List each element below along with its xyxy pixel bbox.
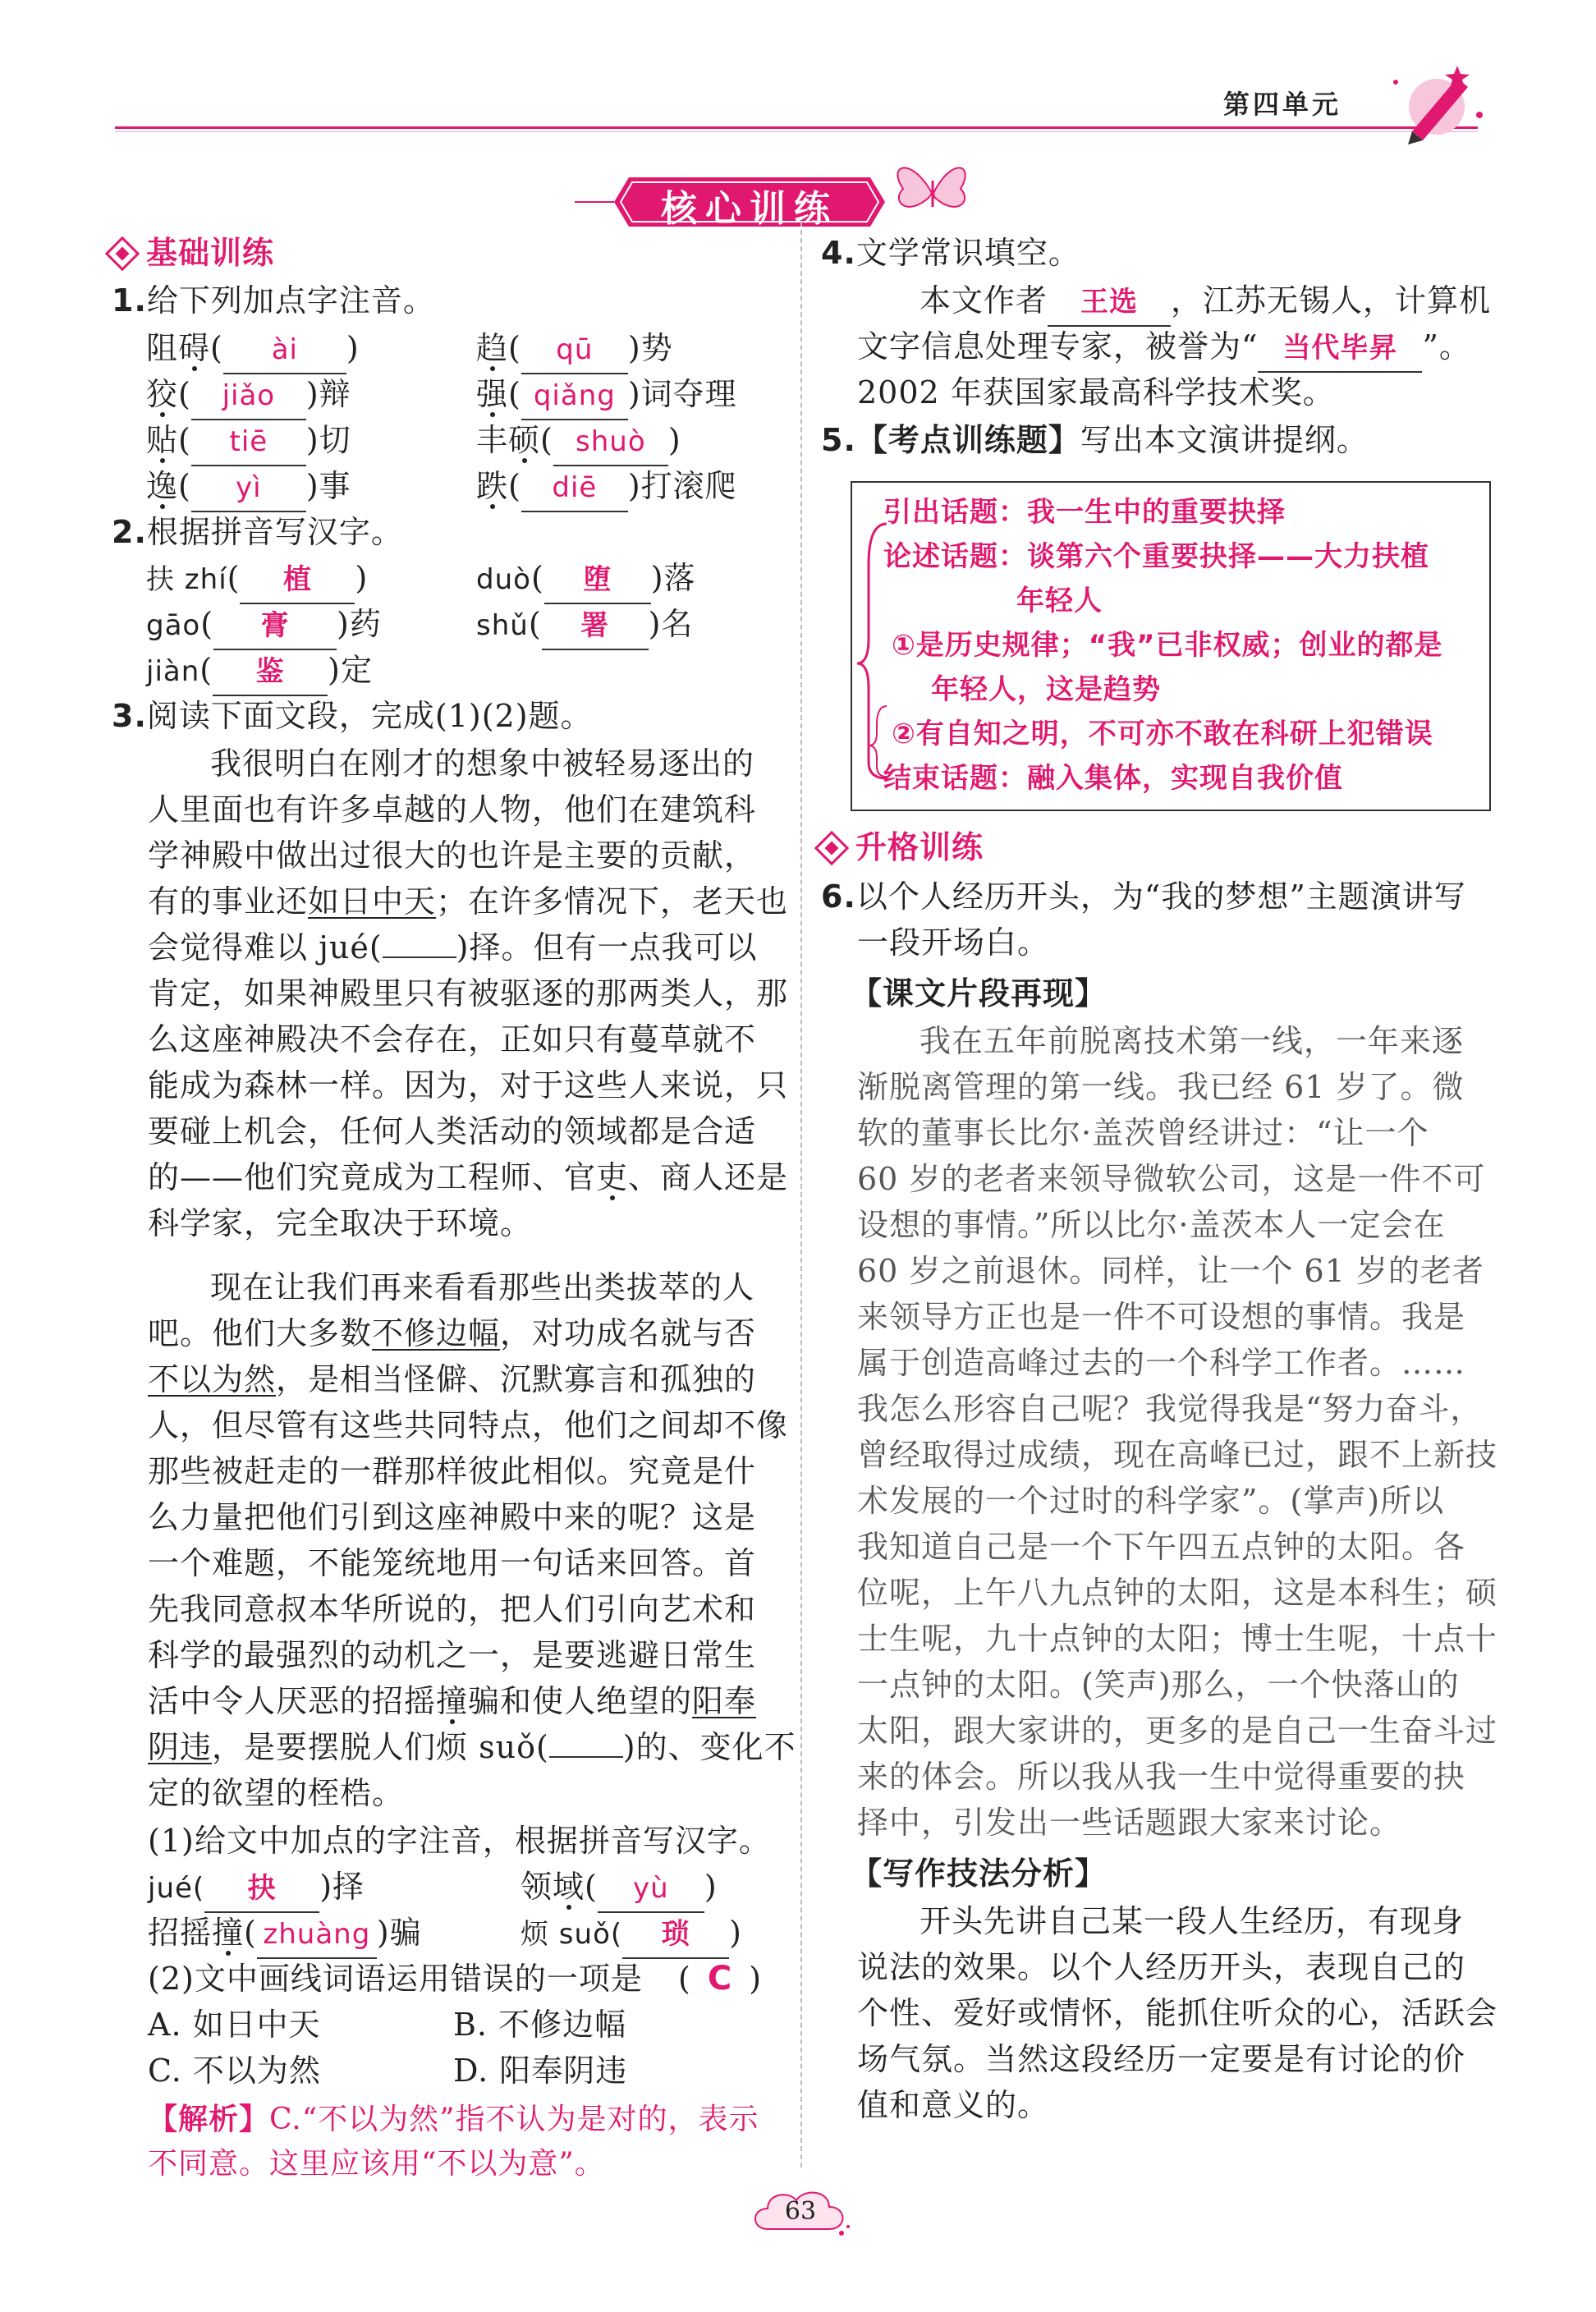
q3-sub1-item-4 bbox=[521, 1910, 742, 1959]
q3-sub2-text: (2)文中画线词语运用错误的一项是 bbox=[148, 1961, 643, 1997]
q3-text-span: )择。但有一点我可以 bbox=[456, 929, 758, 966]
q1-item-post: 切 bbox=[319, 422, 351, 458]
q1-answer: tiē bbox=[191, 419, 306, 466]
q3-passage-line: 么这座神殿决不会存在，正如只有蔓草就不 bbox=[148, 1021, 757, 1057]
q3-text-span: )的、变化不 bbox=[622, 1729, 796, 1765]
q4-text-span: 文字信息处理专家，被誉为“ bbox=[857, 328, 1259, 365]
q6-analysis-line: 值和意义的。 bbox=[857, 2087, 1050, 2123]
q6-title-line-2: 一段开场白。 bbox=[857, 924, 1050, 961]
q2-item-2: duò( 堕 )落 bbox=[476, 555, 696, 604]
q2-item-1: 扶 zhí( 植 ) bbox=[146, 555, 368, 604]
q6-reappear-line: 择中，引发出一些话题跟大家来讨论。 bbox=[857, 1805, 1402, 1841]
q3-sub1-pre: 烦 suǒ( bbox=[521, 1918, 623, 1951]
q3-analysis-line-1 bbox=[148, 2095, 759, 2143]
q6-reappear-line: 60 岁的老者来领导微软公司，这是一件不可 bbox=[857, 1161, 1486, 1197]
q3-underlined-phrase: 不以为然 bbox=[148, 1361, 277, 1397]
q2-post: 药 bbox=[349, 606, 382, 642]
q6-reappear-line: 来领导方正也是一件不可设想的事情。我是 bbox=[857, 1299, 1466, 1335]
q3-sub1-post: )骗 bbox=[376, 1915, 422, 1951]
q1-item-pre: 丰 bbox=[476, 422, 509, 458]
q1-item-1: 阻碍( ài ) bbox=[146, 325, 360, 374]
q2-text: 根据拼音写汉字。 bbox=[146, 514, 403, 550]
column-divider bbox=[800, 222, 802, 2168]
q3-sub1-post: )择 bbox=[319, 1869, 365, 1905]
q6-reappear-line: 我在五年前脱离技术第一线，一年来逐 bbox=[920, 1023, 1465, 1059]
q6-reappear-line: 术发展的一个过时的科学家”。(掌声)所以 bbox=[857, 1483, 1445, 1519]
q3-underlined-phrase: 阴违 bbox=[148, 1729, 213, 1765]
q2-num: 2. bbox=[112, 514, 147, 550]
q3-passage-line: 那些被赶走的一群那样彼此相似。究竟是什 bbox=[148, 1453, 757, 1489]
q2-pinyin: 扶 zhí bbox=[146, 563, 227, 596]
q3-passage-line: 定的欲望的桎梏。 bbox=[148, 1775, 405, 1811]
q2-pinyin: shǔ bbox=[476, 609, 529, 642]
q2-pinyin: jiàn bbox=[146, 655, 200, 688]
q3-passage-line: 一个难题，不能笼统地用一句话来回答。首 bbox=[148, 1545, 757, 1581]
q6-reappear-line: 来的体会。所以我从我一生中觉得重要的抉 bbox=[857, 1759, 1466, 1795]
header-rule-thin bbox=[115, 131, 1478, 132]
q1-item-post: 事 bbox=[319, 468, 351, 504]
q6-reappear-label: 【课文片段再现】 bbox=[851, 975, 1108, 1012]
section-basic-training bbox=[103, 230, 274, 276]
q2-post: 名 bbox=[661, 606, 694, 642]
outline-line: 年轻人 bbox=[1016, 585, 1103, 617]
q3-passage-line: 先我同意叔本华所说的，把人们引向艺术和 bbox=[148, 1591, 757, 1627]
q6-reappear-line: 渐脱离管理的第一线。我已经 61 岁了。微 bbox=[857, 1069, 1465, 1105]
q3-text-span: ，对功成名就与否 bbox=[500, 1315, 757, 1351]
q3-sub1-answer: yù bbox=[598, 1865, 704, 1913]
q3-passage-line: 能成为森林一样。因为，对于这些人来说，只 bbox=[148, 1067, 789, 1103]
outline-line: 引出话题：我一生中的重要抉择 bbox=[883, 496, 1286, 529]
q6-analysis-line: 开头先讲自己某一段人生经历，有现身 bbox=[920, 1903, 1465, 1939]
diamond-icon bbox=[105, 236, 140, 270]
banner-line-left bbox=[575, 201, 614, 203]
q2-pinyin: gāo bbox=[146, 609, 201, 642]
q3-dotted-char: 吏 bbox=[596, 1159, 629, 1195]
outline-line: 结束话题：融入集体，实现自我价值 bbox=[883, 762, 1343, 795]
q6-analysis-label: 【写作技法分析】 bbox=[851, 1856, 1108, 1892]
section-advanced-label: 升格训练 bbox=[855, 829, 984, 865]
q3-sub1-post: ) bbox=[729, 1915, 742, 1951]
section-basic-label: 基础训练 bbox=[146, 235, 275, 271]
q3-sub1-mid: ( bbox=[585, 1869, 598, 1905]
q1-item-pre: 阻 bbox=[146, 330, 179, 366]
q4-title-answer: 当代毕昇 bbox=[1258, 325, 1422, 373]
q3-text-span: 会觉得难以 jué( bbox=[148, 929, 383, 966]
banner-title: 核心训练 bbox=[661, 188, 838, 230]
q3-passage-line bbox=[148, 924, 757, 970]
q2-item-3: gāo( 膏 )药 bbox=[146, 601, 382, 650]
q3-dotted-char: 撞 bbox=[436, 1683, 469, 1719]
q3-passage-line bbox=[148, 1154, 788, 1200]
q4-line-3: 2002 年获国家最高科学技术奖。 bbox=[857, 374, 1335, 411]
q6-analysis-line: 场气氛。当然这段经历一定要是有讨论的价 bbox=[857, 2041, 1466, 2077]
q3-sub1-answer: zhuàng bbox=[257, 1911, 377, 1959]
page-number: 63 bbox=[784, 2197, 817, 2226]
q3-passage-line: 肯定，如果神殿里只有被驱逐的那两类人，那 bbox=[148, 975, 789, 1012]
q3-sub1-pre: 领 bbox=[521, 1869, 553, 1905]
q1-item-7: 逸( yì )事 bbox=[146, 463, 351, 512]
q3-text-span: 的——他们究竟成为工程师、官 bbox=[148, 1159, 597, 1195]
q3-passage-line: 要碰上机会，任何人类活动的领域都是合适 bbox=[148, 1113, 757, 1149]
q3-sub1-item-1 bbox=[148, 1864, 365, 1913]
q3-text-span: ，是要摆脱人们烦 suǒ( bbox=[212, 1729, 549, 1765]
q1-dotted-char: 硕 bbox=[508, 422, 541, 458]
q3-sub1-mid: ( bbox=[244, 1915, 257, 1951]
q5-num: 5. bbox=[821, 422, 856, 458]
q3-text-span: 、商人还是 bbox=[628, 1159, 789, 1195]
q3-sub1-dotted: 撞 bbox=[212, 1915, 245, 1951]
q6-reappear-line: 设想的事情。”所以比尔·盖茨本人一定会在 bbox=[857, 1207, 1446, 1243]
q3-passage-line bbox=[148, 1678, 756, 1724]
q4-text: 文学常识填空。 bbox=[855, 235, 1080, 271]
q6-reappear-line: 士生呢，九十点钟的太阳；博士生呢，十点十 bbox=[857, 1621, 1498, 1657]
q6-reappear-line: 一点钟的太阳。(笑声)那么，一个快落山的 bbox=[857, 1667, 1460, 1703]
q6-text: 以个人经历开头，为“我的梦想”主题演讲写 bbox=[855, 878, 1466, 915]
analysis-text: C.“不以为然”指不认为是对的，表示 bbox=[269, 2103, 759, 2136]
q1-item-6: 丰硕( shuò ) bbox=[476, 417, 681, 466]
q3-sub1-answer: 琐 bbox=[622, 1911, 729, 1959]
q3-sub1-text: (1)给文中加点的字注音，根据拼音写汉字。 bbox=[148, 1823, 771, 1859]
q1-dotted-char: 强 bbox=[476, 376, 509, 412]
q2-answer: 鉴 bbox=[213, 649, 328, 696]
q4-author-answer: 王选 bbox=[1048, 279, 1171, 327]
pencil-star-icon bbox=[1379, 49, 1494, 148]
q3-sub1-pre: 招摇 bbox=[148, 1915, 213, 1951]
q3-text: 阅读下面文段，完成(1)(2)题。 bbox=[146, 698, 593, 734]
q6-analysis-line: 说法的效果。以个人经历开头，表现自己的 bbox=[857, 1949, 1466, 1985]
q3-num: 3. bbox=[112, 698, 147, 734]
q3-passage-line bbox=[148, 1310, 756, 1356]
q6-reappear-line: 太阳，跟大家讲的，更多的是自己一生奋斗过 bbox=[857, 1713, 1498, 1749]
q2-answer: 堕 bbox=[544, 557, 651, 604]
q1-num: 1. bbox=[112, 282, 147, 319]
q3-sub2-answer: C bbox=[707, 1960, 733, 1998]
q3-title bbox=[112, 693, 593, 739]
q2-item-5: jiàn( 鉴 )定 bbox=[146, 647, 373, 696]
q3-sub1-dotted: 域 bbox=[553, 1869, 585, 1905]
q1-answer: ài bbox=[223, 327, 346, 374]
q6-reappear-line: 我知道自己是一个下午四五点钟的太阳。各 bbox=[857, 1529, 1466, 1565]
q5-label: 【考点训练题】 bbox=[855, 421, 1080, 458]
q3-sub1-pre: jué( bbox=[148, 1872, 205, 1905]
q4-line-1 bbox=[920, 278, 1491, 327]
unit-label: 第四单元 bbox=[1223, 89, 1342, 120]
q1-item-2: 趋( qū )势 bbox=[476, 325, 673, 374]
q3-underlined-phrase: 阳奉 bbox=[692, 1683, 757, 1719]
q4-line-2 bbox=[857, 323, 1471, 373]
q6-title-line-1 bbox=[821, 874, 1466, 920]
q3-text-span: 骗和使人绝望的 bbox=[468, 1683, 693, 1719]
q6-analysis-line: 个性、爱好或情怀，能抓住听众的心，活跃会 bbox=[857, 1995, 1498, 2031]
q6-reappear-line: 软的董事长比尔·盖茨曾经讲过：“让一个 bbox=[857, 1115, 1429, 1151]
q1-item-4: 强( qiǎng )词夺理 bbox=[476, 371, 737, 420]
q3-blank-jue bbox=[383, 956, 456, 958]
q1-item-post: 词夺理 bbox=[640, 376, 737, 412]
q3-blank-suo bbox=[549, 1756, 623, 1758]
q1-answer: qū bbox=[521, 327, 628, 374]
q6-reappear-line: 位呢，上午八九点钟的太阳，这是本科生；硕 bbox=[857, 1575, 1498, 1611]
q3-passage-line: 人里面也有许多卓越的人物，他们在建筑科 bbox=[148, 791, 757, 828]
q3-option-b: B. 不修边幅 bbox=[453, 2007, 627, 2043]
section-advanced-training bbox=[813, 824, 984, 870]
diamond-icon bbox=[814, 830, 849, 865]
q4-text-span: ，江苏无锡人，计算机 bbox=[1171, 282, 1492, 319]
q6-reappear-line: 我怎么形容自己呢？我觉得我是“努力奋斗， bbox=[857, 1391, 1483, 1427]
q4-title bbox=[821, 230, 1080, 276]
q3-text-span: ，是相当怪僻、沉默寡言和孤独的 bbox=[276, 1361, 757, 1397]
outline-line: ②有自知之明，不可亦不敢在科研上犯错误 bbox=[892, 718, 1433, 750]
q3-passage-line: 现在让我们再来看看那些出类拔萃的人 bbox=[210, 1269, 755, 1305]
q1-item-post: 打滚爬 bbox=[640, 468, 737, 504]
q1-dotted-char: 贴 bbox=[146, 422, 179, 458]
outline-line: ①是历史规律；“我”已非权威；创业的都是 bbox=[892, 629, 1443, 662]
q3-text-span: ；在许多情况下，老天也 bbox=[436, 883, 789, 920]
q4-text-span: ”。 bbox=[1422, 328, 1471, 365]
q3-passage-line: 我很明白在刚才的想象中被轻易逐出的 bbox=[210, 745, 755, 782]
q3-passage-line: 人，但尽管有这些共同特点，他们之间却不像 bbox=[148, 1407, 789, 1443]
q4-num: 4. bbox=[821, 235, 856, 271]
outline-line: 论述话题：谈第六个重要抉择——大力扶植 bbox=[883, 540, 1429, 573]
q2-title bbox=[112, 509, 403, 555]
q1-dotted-char: 逸 bbox=[146, 468, 179, 504]
q1-answer: jiǎo bbox=[191, 373, 306, 420]
q6-reappear-line: 曾经取得过成绩，现在高峰已过，跟不上新技 bbox=[857, 1437, 1498, 1473]
q1-item-post: 辩 bbox=[319, 376, 351, 412]
q1-title bbox=[112, 278, 435, 323]
q3-passage-line: 么力量把他们引到这座神殿中来的呢？这是 bbox=[148, 1499, 757, 1535]
q3-passage-line bbox=[148, 878, 788, 924]
q3-sub2-answer-box: ( C ) bbox=[678, 1960, 763, 1998]
q2-answer: 植 bbox=[240, 557, 355, 604]
q1-dotted-char: 狡 bbox=[146, 376, 179, 412]
q6-reappear-line: 60 岁之前退休。同样，让一个 61 岁的老者 bbox=[857, 1253, 1484, 1289]
q1-answer: yì bbox=[191, 465, 306, 512]
q3-passage-line bbox=[148, 1356, 756, 1402]
q3-passage-line bbox=[148, 1724, 796, 1770]
q3-sub1-answer: 抉 bbox=[204, 1865, 319, 1913]
q3-sub1-post: ) bbox=[704, 1869, 718, 1905]
q1-item-post: 势 bbox=[640, 330, 673, 366]
q3-passage-line: 科学的最强烈的动机之一，是要逃避日常生 bbox=[148, 1637, 757, 1673]
q2-post: 落 bbox=[663, 560, 696, 596]
q3-text-span: 有的事业还 bbox=[148, 883, 309, 920]
q3-underlined-phrase: 如日中天 bbox=[308, 883, 437, 920]
q5-outline-box bbox=[851, 481, 1491, 811]
q3-sub1-item-2 bbox=[521, 1864, 718, 1913]
q1-text: 给下列加点字注音。 bbox=[146, 282, 435, 319]
q1-answer: qiǎng bbox=[521, 373, 628, 420]
q3-passage-line: 科学家，完全取决于环境。 bbox=[148, 1205, 533, 1241]
q2-post: 定 bbox=[340, 652, 373, 688]
q1-answer: shuò bbox=[553, 419, 668, 466]
q3-analysis-line-2: 不同意。这里应该用“不以为意”。 bbox=[148, 2147, 605, 2181]
butterfly-icon bbox=[887, 156, 977, 222]
q2-answer: 膏 bbox=[213, 603, 337, 650]
q3-text-span: 吧。他们大多数 bbox=[148, 1315, 373, 1351]
q1-item-5: 贴( tiē )切 bbox=[146, 417, 351, 466]
q1-answer: diē bbox=[521, 465, 628, 512]
q3-text-span: 活中令人厌恶的招摇 bbox=[148, 1683, 437, 1719]
q3-sub1-item-3 bbox=[148, 1910, 422, 1959]
q2-pinyin: duò bbox=[476, 563, 531, 596]
banner bbox=[614, 172, 885, 232]
q3-option-a: A. 如日中天 bbox=[148, 2007, 321, 2043]
q4-text-span: 本文作者 bbox=[920, 282, 1048, 319]
q1-dotted-char: 碍 bbox=[178, 330, 211, 366]
q5-text: 写出本文演讲提纲。 bbox=[1080, 422, 1369, 458]
header-rule bbox=[115, 126, 1478, 129]
analysis-label: 【解析】 bbox=[148, 2103, 270, 2136]
q6-num: 6. bbox=[821, 878, 856, 915]
q3-option-d: D. 阳奉阴违 bbox=[453, 2053, 628, 2089]
q1-item-3: 狡( jiǎo )辩 bbox=[146, 371, 351, 420]
q1-dotted-char: 趋 bbox=[476, 330, 509, 366]
q2-answer: 署 bbox=[542, 603, 649, 650]
q1-dotted-char: 跌 bbox=[476, 468, 509, 504]
q5-title bbox=[821, 417, 1369, 463]
outline-line: 年轻人，这是趋势 bbox=[931, 673, 1161, 706]
q3-option-c: C. 不以为然 bbox=[148, 2053, 321, 2089]
q2-item-4: shǔ( 署 )名 bbox=[476, 601, 693, 650]
q6-reappear-line: 属于创造高峰过去的一个科学工作者。…… bbox=[857, 1345, 1466, 1381]
q3-passage-line: 学神殿中做出过很大的也许是主要的贡献， bbox=[148, 837, 757, 874]
q1-item-8: 跌( diē )打滚爬 bbox=[476, 463, 737, 512]
q3-underlined-phrase: 不修边幅 bbox=[372, 1315, 501, 1351]
